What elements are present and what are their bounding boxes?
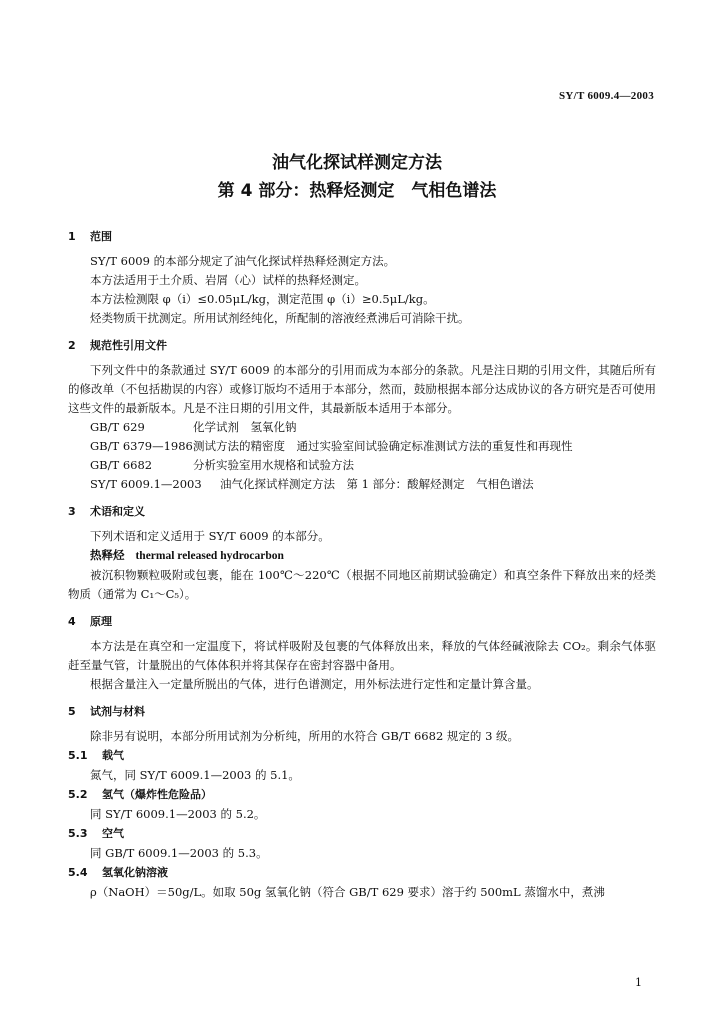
paragraph: ρ（NaOH）＝50g/L。如取 50g 氢氧化钠（符合 GB/T 629 要求）溶于约 500mL 蒸馏水中，煮沸 xyxy=(90,885,605,899)
subsection-heading xyxy=(68,824,656,844)
reference-code: GB/T 6682 xyxy=(90,458,153,472)
section-title: 规范性引用文件 xyxy=(90,339,167,352)
section-title: 范围 xyxy=(90,230,112,243)
subsection-title: 空气 xyxy=(102,827,124,840)
subsection-number: 5.4 xyxy=(68,866,88,879)
paragraph: 下列术语和定义适用于 SY/T 6009 的本部分。 xyxy=(90,529,330,543)
paragraph: 根据含量注入一定量所脱出的气体，进行色谱测定，用外标法进行定性和定量计算含量。 xyxy=(90,677,539,691)
section-heading xyxy=(68,337,656,355)
reference-code: GB/T 629 xyxy=(90,420,145,434)
section-number: 5 xyxy=(68,705,76,718)
subsection-heading xyxy=(68,785,656,805)
subsection-title: 氢气（爆炸性危险品） xyxy=(102,788,212,801)
section-number: 4 xyxy=(68,615,76,628)
reference-name: 油气化探试样测定方法 第 1 部分：酸解烃测定 气相色谱法 xyxy=(220,477,534,491)
paragraph: 除非另有说明，本部分所用试剂为分析纯，所用的水符合 GB/T 6682 规定的 3 级。 xyxy=(90,729,520,743)
subsection-title: 载气 xyxy=(102,749,124,762)
paragraph: 氮气，同 SY/T 6009.1—2003 的 5.1。 xyxy=(90,768,300,782)
subsection-heading xyxy=(68,746,656,766)
paragraph: 本方法是在真空和一定温度下，将试样吸附及包裹的气体释放出来，释放的气体经碱液除去 CO₂。剩余气体驱赶至量气管，计量脱出的气体体积并将其保存在密封容器中备用。 xyxy=(68,639,656,672)
section-heading xyxy=(68,613,656,631)
reference-name: 测试方法的精密度 通过实验室间试验确定标准测试方法的重复性和再现性 xyxy=(193,439,573,453)
section-title: 原理 xyxy=(90,615,112,628)
subsection-heading xyxy=(68,863,656,883)
paragraph: 下列文件中的条款通过 SY/T 6009 的本部分的引用而成为本部分的条款。凡是注日期的引用文件，其随后所有的修改单（不包括勘误的内容）或修订版均不适用于本部分，然而，鼓励根据本部分达成协议的各方研究是否可使用这些文件的最新版本。凡是不注日期的引用文件，其最新版本适用于本部分。 xyxy=(68,363,656,415)
paragraph: 同 SY/T 6009.1—2003 的 5.2。 xyxy=(90,807,266,821)
section-number: 3 xyxy=(68,505,76,518)
document-code: SY/T 6009.4—2003 xyxy=(558,90,654,102)
term-english: thermal released hydrocarbon xyxy=(135,550,284,562)
section-title: 术语和定义 xyxy=(90,505,145,518)
page-number: 1 xyxy=(635,976,642,989)
term-line xyxy=(68,546,656,566)
subsection-title: 氢氧化钠溶液 xyxy=(102,866,168,879)
term-definition: 被沉积物颗粒吸附或包裹，能在 100℃～220℃（根据不同地区前期试验确定）和真空条件下释放出来的烃类物质（通常为 C₁～C₅）。 xyxy=(68,568,656,601)
paragraph: 本方法检测限 φ（i）≤0.05μL/kg，测定范围 φ（i）≥0.5μL/kg。 xyxy=(90,292,435,306)
reference-name: 分析实验室用水规格和试验方法 xyxy=(193,458,354,472)
reference-item xyxy=(68,475,656,494)
section-number: 2 xyxy=(68,339,76,352)
document-subtitle: 第 4 部分：热释烃测定 气相色谱法 xyxy=(217,181,497,201)
reference-item xyxy=(68,418,656,437)
term-chinese: 热释烃 xyxy=(90,548,125,562)
reference-item xyxy=(68,456,656,475)
reference-code: GB/T 6379—1986 xyxy=(90,439,193,453)
subsection-number: 5.1 xyxy=(68,749,88,762)
document-title: 油气化探试样测定方法 xyxy=(272,153,442,173)
paragraph: 烃类物质干扰测定。所用试剂经纯化，所配制的溶液经煮沸后可消除干扰。 xyxy=(90,311,470,325)
section-heading xyxy=(68,703,656,721)
paragraph: 本方法适用于土介质、岩屑（心）试样的热释烃测定。 xyxy=(90,273,366,287)
subsection-number: 5.2 xyxy=(68,788,88,801)
paragraph: 同 GB/T 6009.1—2003 的 5.3。 xyxy=(90,846,268,860)
subsection-number: 5.3 xyxy=(68,827,88,840)
reference-code: SY/T 6009.1—2003 xyxy=(90,477,202,491)
section-heading xyxy=(68,228,656,246)
reference-name: 化学试剂 氢氧化钠 xyxy=(193,420,297,434)
section-title: 试剂与材料 xyxy=(90,705,145,718)
section-number: 1 xyxy=(68,230,76,243)
document-body xyxy=(68,228,656,902)
paragraph: SY/T 6009 的本部分规定了油气化探试样热释烃测定方法。 xyxy=(90,254,396,268)
reference-item xyxy=(68,437,656,456)
section-heading xyxy=(68,503,656,521)
